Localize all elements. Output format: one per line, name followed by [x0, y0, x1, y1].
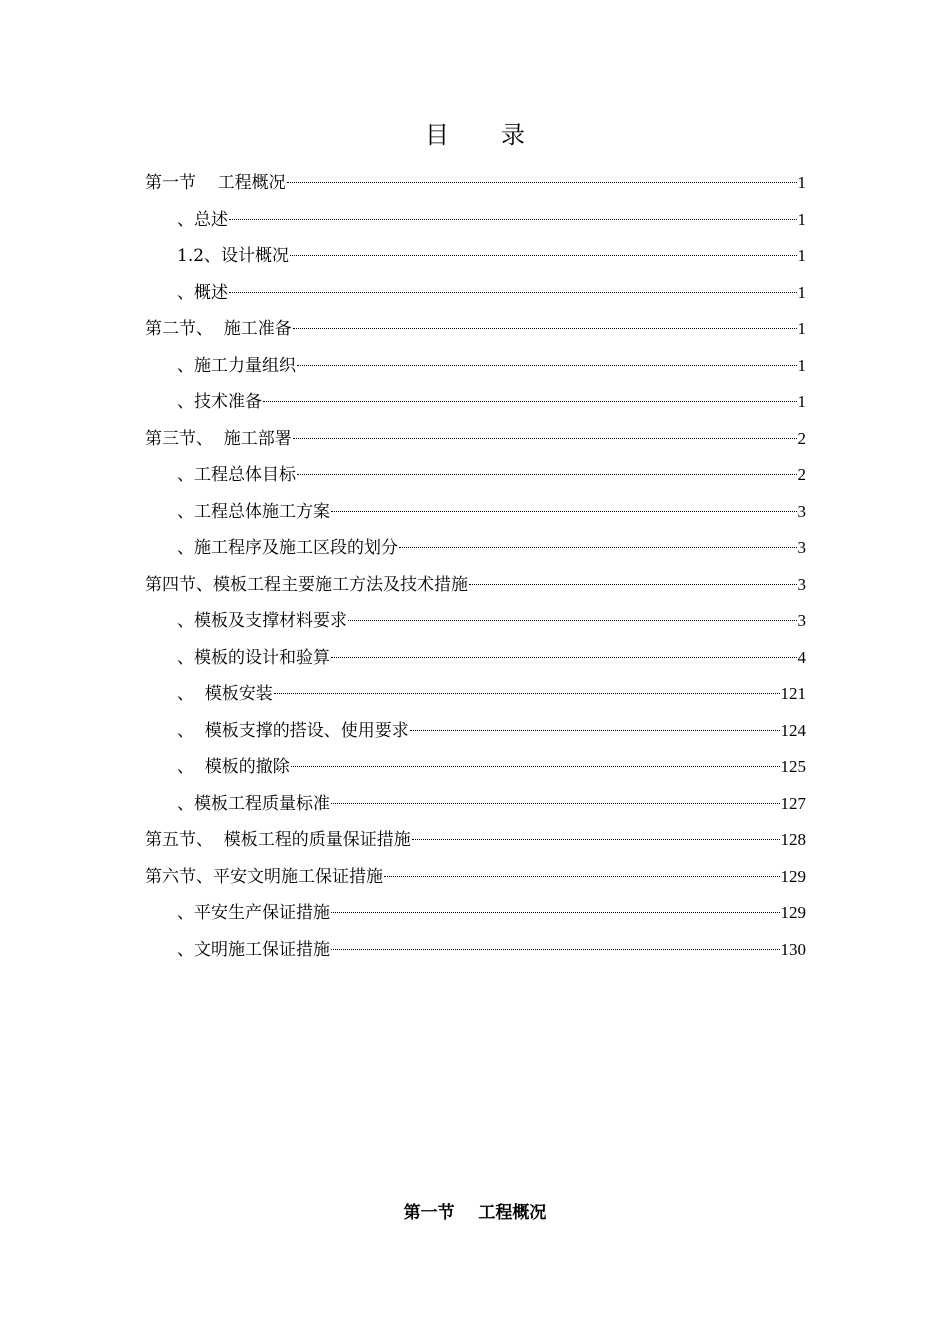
- toc-dot-leader: [331, 657, 797, 658]
- toc-dot-leader: [412, 839, 780, 840]
- toc-dot-leader: [229, 219, 797, 220]
- toc-entry-page-number: 1: [797, 319, 806, 338]
- toc-entry[interactable]: [145, 168, 806, 205]
- toc-entry-page-number: 4: [797, 647, 806, 667]
- toc-entry[interactable]: [145, 205, 806, 242]
- toc-entry-label: 、施工力量组织: [177, 355, 296, 376]
- toc-entry[interactable]: [145, 862, 806, 899]
- toc-entry-page-number: 125: [780, 757, 806, 776]
- toc-entry-label: 、技术准备: [177, 392, 262, 412]
- toc-entry-page-number: 1: [797, 173, 806, 192]
- toc-entry[interactable]: [145, 533, 806, 570]
- toc-entry-page-number: 1: [797, 246, 806, 265]
- toc-entry-page-number: 127: [780, 793, 806, 813]
- toc-title: [0, 115, 950, 150]
- toc-entry-page-number: 1: [797, 392, 806, 411]
- toc-entry[interactable]: [145, 351, 806, 388]
- toc-entry-label: 第六节、平安文明施工保证措施: [145, 866, 383, 887]
- toc-entry-page-number: 128: [780, 830, 806, 849]
- toc-entry[interactable]: [145, 387, 806, 424]
- toc-entry-page-number: 129: [780, 903, 806, 922]
- toc-dot-leader: [331, 803, 780, 804]
- toc-entry-label: 、总述: [177, 209, 228, 230]
- toc-entry-label: 、 模板安装: [177, 684, 273, 704]
- toc-entry-page-number: 3: [797, 574, 806, 594]
- toc-entry[interactable]: [145, 314, 806, 351]
- toc-entry-label: 、文明施工保证措施: [177, 939, 330, 960]
- toc-dot-leader: [290, 255, 796, 256]
- toc-entry[interactable]: [145, 789, 806, 826]
- toc-entry-page-number: 3: [797, 501, 806, 521]
- toc-title-char-1: 目: [425, 121, 449, 149]
- toc-entry[interactable]: [145, 716, 806, 753]
- toc-entry-label: 1.2、设计概况: [177, 246, 290, 266]
- toc-entry-label: 第四节、模板工程主要施工方法及技术措施: [145, 574, 468, 595]
- toc-entry-label: 第三节、 施工部署: [145, 428, 292, 449]
- toc-entry[interactable]: [145, 241, 806, 278]
- toc-dot-leader: [399, 547, 797, 548]
- toc-dot-leader: [291, 766, 780, 767]
- toc-dot-leader: [331, 511, 797, 512]
- toc-dot-leader: [274, 693, 780, 694]
- toc-entry[interactable]: [145, 606, 806, 643]
- toc-dot-leader: [263, 401, 797, 402]
- toc-entry-page-number: 1: [797, 282, 806, 302]
- toc-entry-page-number: 124: [780, 720, 806, 740]
- toc-dot-leader: [297, 474, 797, 475]
- toc-entry-label: 、平安生产保证措施: [177, 903, 330, 923]
- toc-dot-leader: [297, 365, 797, 366]
- toc-entry[interactable]: [145, 752, 806, 789]
- toc-entry[interactable]: [145, 825, 806, 862]
- toc-entry-label: 、 模板支撑的搭设、使用要求: [177, 720, 409, 741]
- toc-entry[interactable]: [145, 497, 806, 534]
- toc-dot-leader: [331, 949, 780, 950]
- table-of-contents: [145, 168, 806, 971]
- toc-entry[interactable]: [145, 643, 806, 680]
- toc-dot-leader: [348, 620, 797, 621]
- toc-entry-page-number: 3: [797, 538, 806, 557]
- toc-entry-page-number: 130: [780, 939, 806, 959]
- toc-entry[interactable]: [145, 424, 806, 461]
- toc-dot-leader: [287, 182, 797, 183]
- toc-entry[interactable]: [145, 278, 806, 315]
- toc-entry-page-number: 1: [797, 355, 806, 375]
- toc-entry-label: 第二节、 施工准备: [145, 319, 292, 339]
- toc-entry-page-number: 1: [797, 209, 806, 229]
- toc-entry-label: 、施工程序及施工区段的划分: [177, 538, 398, 558]
- toc-dot-leader: [384, 876, 780, 877]
- toc-entry-label: 、模板及支撑材料要求: [177, 611, 347, 631]
- toc-entry-label: 、模板工程质量标准: [177, 793, 330, 814]
- toc-entry-label: 第一节 工程概况: [145, 173, 286, 193]
- toc-entry-label: 、工程总体目标: [177, 465, 296, 485]
- toc-entry-label: 、 模板的撤除: [177, 757, 290, 777]
- toc-dot-leader: [293, 328, 797, 329]
- toc-entry-label: 第五节、 模板工程的质量保证措施: [145, 830, 411, 850]
- toc-entry[interactable]: [145, 460, 806, 497]
- toc-entry-page-number: 2: [797, 428, 806, 448]
- toc-entry-page-number: 2: [797, 465, 806, 484]
- toc-entry-page-number: 129: [780, 866, 806, 886]
- toc-dot-leader: [410, 730, 780, 731]
- toc-entry-page-number: 3: [797, 611, 806, 630]
- toc-entry-page-number: 121: [780, 684, 806, 703]
- toc-entry[interactable]: [145, 679, 806, 716]
- toc-entry-label: 、模板的设计和验算: [177, 647, 330, 668]
- toc-dot-leader: [469, 584, 797, 585]
- toc-dot-leader: [293, 438, 797, 439]
- section-heading: 第一节 工程概况: [403, 1203, 547, 1223]
- toc-dot-leader: [331, 912, 780, 913]
- toc-title-char-2: 录: [501, 121, 525, 149]
- toc-entry[interactable]: [145, 570, 806, 607]
- toc-entry-label: 、工程总体施工方案: [177, 501, 330, 522]
- toc-entry-label: 、概述: [177, 282, 228, 303]
- toc-entry[interactable]: [145, 935, 806, 972]
- toc-entry[interactable]: [145, 898, 806, 935]
- toc-dot-leader: [229, 292, 797, 293]
